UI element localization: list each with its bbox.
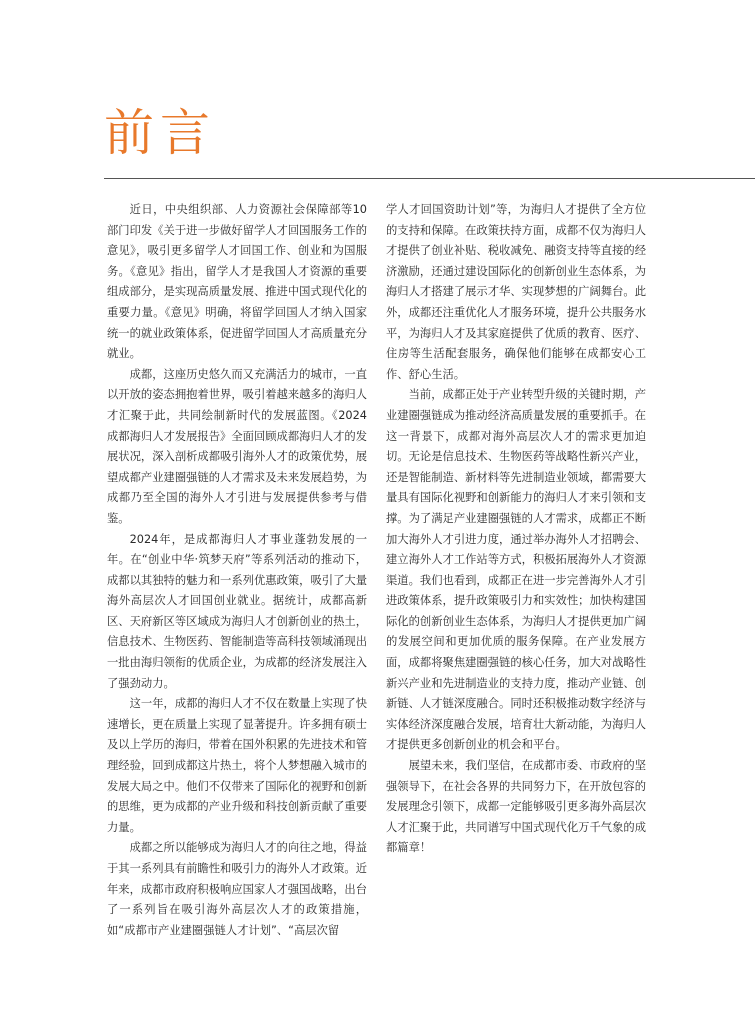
page-title: 前言 — [104, 104, 216, 162]
paragraph: 展望未来，我们坚信，在成都市委、市政府的坚强领导下，在社会各界的共同努力下，在开放包容的发展理念引领下，成都一定能够吸引更多海外高层次人才汇聚于此，共同谱写中国式现代化万千气象的成都篇章！ — [386, 759, 646, 855]
paragraph: 当前，成都正处于产业转型升级的关键时期，产业建圈强链成为推动经济高质量发展的重要抓手。在这一背景下，成都对海外高层次人才的需求更加迫切。无论是信息技术、生物医药等战略性新兴产业，还是智能制造、新材料等先进制造业领域，都需要大量具有国际化视野和创新能力的海归人才来引领和支撑。为了满足产业建圈强链的人才需求，成都正不断加大海外人才引进力度，通过举办海外人才招聘会、建立海外人才工作站等方式，积极拓展海外人才资源渠道。我们也看到，成都正在进一步完善海外人才引进政策体系，提升政策吸引力和实效性；加快构建国际化的创新创业生态体系，为海归人才提供更加广阔的发展空间和更加优质的服务保障。在产业发展方面，成都将聚焦建圈强链的核心任务，加大对战略性新兴产业和先进制造业的支持力度，推动产业链、创新链、人才链深度融合。同时还积极推动数字经济与实体经济深度融合发展，培育壮大新动能，为海归人才提供更多创新创业的机会和平台。 — [386, 388, 646, 752]
paragraph: 近日，中央组织部、人力资源社会保障部等10部门印发《关于进一步做好留学人才回国服务工作的意见》，吸引更多留学人才回国工作、创业和为国服务。《意见》指出，留学人才是我国人才资源的重要组成部分，是实现高质量发展、推进中国式现代化的重要力量。《意见》明确，将留学回国人才纳入国家统一的就业政策体系，促进留学回国人才高质量充分就业。 — [107, 203, 367, 361]
paragraph: 成都，这座历史悠久而又充满活力的城市，一直以开放的姿态拥抱着世界，吸引着越来越多的海归人才汇聚于此，共同绘制新时代的发展蓝图。《2024成都海归人才发展报告》全面回顾成都海归人才的发展状况，深入剖析成都吸引海外人才的政策优势，展望成都产业建圈强链的人才需求及未来发展趋势，为成都乃至全国的海外人才引进与发展提供参考与借鉴。 — [107, 367, 367, 525]
left-column — [107, 200, 367, 941]
paragraph: 这一年，成都的海归人才不仅在数量上实现了快速增长，更在质量上实现了显著提升。许多拥有硕士及以上学历的海归，带着在国外积累的先进技术和管理经验，回到成都这片热土，将个人梦想融入城市的发展大局之中。他们不仅带来了国际化的视野和创新的思维，更为成都的产业升级和科技创新贡献了重要力量。 — [107, 697, 367, 834]
right-column — [386, 200, 646, 859]
paragraph-continuation: 学人才回国资助计划”等，为海归人才提供了全方位的支持和保障。在政策扶持方面，成都不仅为海归人才提供了创业补贴、税收减免、融资支持等直接的经济激励，还通过建设国际化的创新创业生态体系，为海归人才搭建了展示才华、实现梦想的广阔舞台。此外，成都还注重优化人才服务环境，提升公共服务水平，为海归人才及其家庭提供了优质的教育、医疗、住房等生活配套服务，确保他们能够在成都安心工作、舒心生活。 — [386, 203, 646, 381]
paragraph: 成都之所以能够成为海归人才的向往之地，得益于其一系列具有前瞻性和吸引力的海外人才政策。近年来，成都市政府积极响应国家人才强国战略，出台了一系列旨在吸引海外高层次人才的政策措施，如“成都市产业建圈强链人才计划”、“高层次留 — [107, 841, 367, 937]
title-divider — [104, 178, 755, 179]
paragraph: 2024年，是成都海归人才事业蓬勃发展的一年。在“创业中华·筑梦天府”等系列活动的推动下，成都以其独特的魅力和一系列优惠政策，吸引了大量海外高层次人才回国创业就业。据统计，成都高新区、天府新区等区域成为海归人才创新创业的热土，信息技术、生物医药、智能制造等高科技领域涌现出一批由海归领衔的优质企业，为成都的经济发展注入了强劲动力。 — [107, 532, 367, 690]
